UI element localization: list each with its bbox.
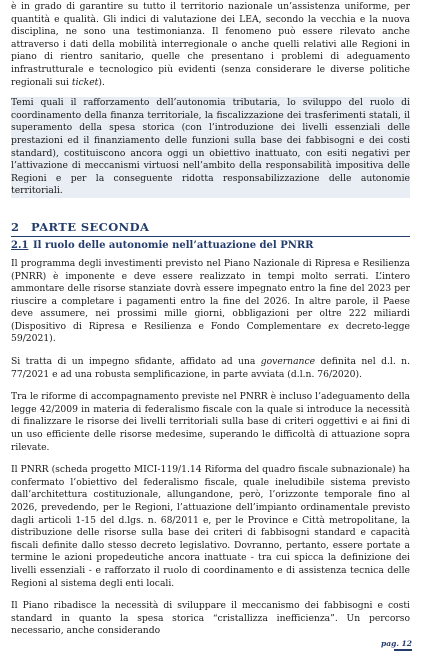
section-rule — [11, 236, 410, 237]
paragraph-scheda-progetto: Il PNRR (scheda progetto MICI-119/1.14 Riforma del quadro fiscale subnazionale) ha confermato l’obiettivo del federalismo fiscale, quale ineludibile sistema previsto dall’architettura costituzionale, allungandone, però, l’orizzonte temporale fino al 2026, prevedendo, per le Regioni, l’attuazione dell’impianto ordinamentale previsto dagli articoli 1-15 del d.lgs. n. 68/2011 e, per le Province e Città metropolitane, la distribuzione delle risorse sulla base dei criteri di fabbisogni standard e capacità fiscali definite dallo stesso decreto legislativo. Dovranno, pertanto, essere portate a termine le azioni propedeutiche ancora inattuate - tra cui spicca la definizione dei livelli essenziali - e rafforzato il ruolo di coordinamento e di assistenza tecnica delle Regioni al sistema degli enti locali. — [11, 464, 410, 589]
paragraph-governance — [11, 356, 410, 381]
paragraph-text: definita nel d.l. n. 77/2021 e ad una robusta semplificazione, in parte avviata (d.l.n. 76/2020). — [11, 356, 410, 380]
subsection-number: 2.1 — [11, 239, 29, 251]
paragraph-text: è in grado di garantire su tutto il territorio nazionale un’assistenza uniforme, per quantità e qualità. Gli indici di valutazione dei LEA, secondo la vecchia e la nuova disciplina, ne sono una testimonianza. Il fenomeno può essere rilevato anche attraverso i dati della mobilità interregionale o anche quelli relativi alle Regioni in piano di rientro sanitario, quelle che presentano i problemi di adeguamento infrastrutturale e tecnologico più evidenti (senza considerare le diverse politiche regionali sui — [11, 1, 410, 88]
subsection-heading — [11, 240, 410, 251]
paragraph-pnrr-program — [11, 258, 410, 346]
section-title: PARTE SECONDA — [31, 219, 150, 234]
paragraph-text: ). — [98, 76, 105, 88]
paragraph-riforme: Tra le riforme di accompagnamento previste nel PNRR è incluso l’adeguamento della legge 42/2009 in materia di federalismo fiscale con la quale si introduce la necessità di finalizzare le risorse dei livelli territoriali sulla base di criteri oggettivi e ai fini di un uso efficiente delle risorse medesime, superando le difficoltà di attuazione sopra rilevate. — [11, 391, 410, 453]
subsection-title: Il ruolo delle autonomie nell’attuazione del PNRR — [33, 239, 314, 251]
paragraph-fabbisogni: Il Piano ribadisce la necessità di sviluppare il meccanismo dei fabbisogni e costi standard in quanto la spesa storica “cristallizza inefficienza”. Un percorso necessario, anche considerando — [11, 600, 410, 637]
paragraph-text: Il programma degli investimenti previsto nel Piano Nazionale di Ripresa e Resilienza (PNRR) è imponente e deve essere realizzato in tempi molto serrati. L’intero ammontare delle risorse stanziate dovrà essere impegnato entro la fine del 2023 per riuscire a completare i pagamenti entro la fine del 2026. In altre parole, il Paese deve assumere, nei prossimi mille giorni, obbligazioni per oltre 222 miliardi (Dispositivo di Ripresa e Resilienza e Fondo Complementare — [11, 257, 410, 332]
paragraph-text: decreto-legge 59/2021). — [11, 320, 410, 345]
paragraph-autonomia-tributaria: Temi quali il rafforzamento dell’autonomia tributaria, lo sviluppo del ruolo di coordinamento della finanza territoriale, la fiscalizzazione dei trasferimenti statali, il superamento della spesa storica (con l’introduzione dei livelli essenziali delle prestazioni ed il finanziamento delle funzioni sulla base dei fabbisogni e dei costi standard), costituiscono ancora oggi un obiettivo inattuato, con esiti negativi per l’attivazione di meccanismi virtuosi nell’ambito della responsabilità impositiva delle Regioni e per la conseguente ridotta responsabilizzazione delle autonomie territoriali. — [11, 97, 410, 197]
paragraph-text: Si tratta di un impegno sfidante, affidato ad una — [11, 356, 261, 368]
footer-divider — [394, 649, 412, 651]
page-number: pag. 12 — [380, 639, 412, 648]
emphasis-text: governance — [260, 356, 316, 368]
section-heading — [11, 220, 410, 234]
emphasis-text: ticket — [71, 76, 99, 88]
paragraph-lea — [11, 1, 410, 89]
section-number: 2 — [11, 219, 20, 234]
emphasis-text: ex — [328, 320, 339, 332]
